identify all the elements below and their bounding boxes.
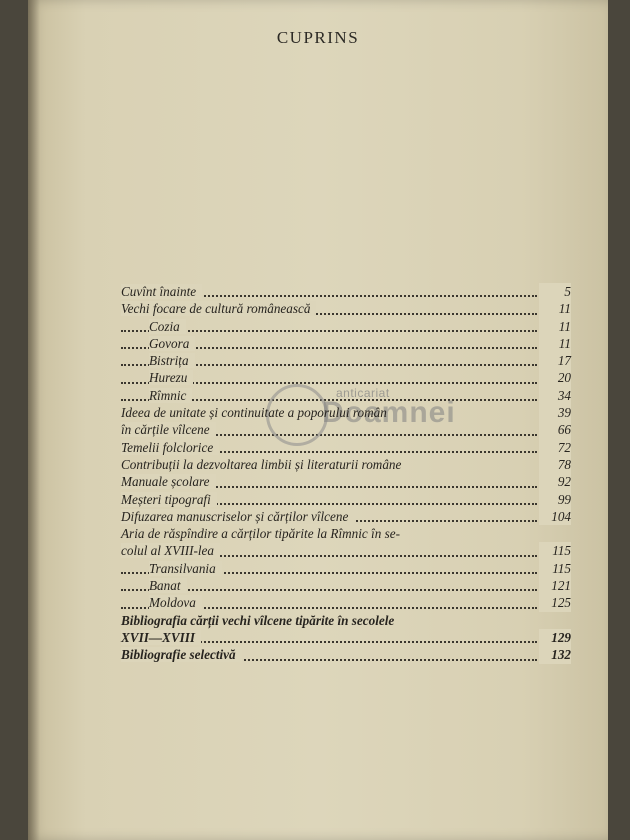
toc-entry-mesteri-tipografi: [121, 491, 571, 508]
toc-entry-manuale-scolare: [121, 473, 571, 490]
toc-entry-title: Meșteri tipografi: [121, 492, 217, 507]
page-gutter-shadow: [28, 0, 40, 840]
toc-entry-page: 92: [539, 473, 571, 490]
toc-entry-govora: [121, 335, 571, 352]
toc-entry-page: 129: [539, 629, 571, 646]
book-page: [28, 0, 608, 840]
toc-entry-bibliografia-cartii-cont: [121, 629, 571, 646]
toc-entry-page: 104: [539, 508, 571, 525]
toc-entry-page: 66: [539, 421, 571, 438]
toc-entry-page: 121: [539, 577, 571, 594]
toc-entry-page: 11: [539, 318, 571, 335]
toc-entry-title: Ideea de unitate și continuitate a poporului român: [121, 405, 387, 421]
toc-entry-title: Bibliografia cărții vechi vîlcene tipărite în secolele: [121, 612, 395, 628]
toc-entry-page: 39: [539, 404, 571, 421]
toc-entry-vechi-focare: [121, 300, 571, 317]
toc-entry-transilvania: [121, 560, 571, 577]
toc-entry-difuzarea: [121, 508, 571, 525]
toc-entry-page: 20: [539, 369, 571, 386]
toc-entry-title: Vechi focare de cultură românească: [121, 301, 316, 316]
toc-entry-aria-de-raspindire-cont: [121, 542, 571, 559]
toc-entry-page: 34: [539, 387, 571, 404]
toc-entry-title: Difuzarea manuscriselor și cărților vîlcene: [121, 509, 354, 524]
toc-entry-cuvint-inainte: [121, 283, 571, 300]
toc-entry-moldova: [121, 594, 571, 611]
toc-entry-title: Govora: [149, 336, 195, 351]
toc-entry-page: 11: [539, 300, 571, 317]
toc-entry-page: 99: [539, 491, 571, 508]
toc-entry-page: 115: [539, 560, 571, 577]
toc-entry-title: XVII—XVIII: [121, 630, 201, 645]
toc-entry-title: Transilvania: [149, 561, 222, 576]
toc-entry-title: Bistrița: [149, 353, 195, 368]
toc-entry-page: 17: [539, 352, 571, 369]
toc-entry-title: Moldova: [149, 595, 202, 610]
toc-entry-page: 11: [539, 335, 571, 352]
toc-entry-page: 78: [539, 456, 571, 473]
toc-entry-bistrita: [121, 352, 571, 369]
table-of-contents: [121, 283, 571, 664]
toc-entry-cozia: [121, 318, 571, 335]
toc-entry-title: colul al XVIII-lea: [121, 543, 220, 558]
toc-entry-page: 125: [539, 594, 571, 611]
toc-entry-page: 5: [539, 283, 571, 300]
toc-entry-page: 72: [539, 439, 571, 456]
toc-entry-title: Temelii folclorice: [121, 440, 219, 455]
toc-entry-title: Banat: [149, 578, 187, 593]
toc-entry-aria-de-raspindire: [121, 525, 571, 542]
toc-entry-title: în cărțile vîlcene: [121, 422, 216, 437]
toc-entry-ideea-de-unitate: [121, 404, 571, 421]
page-title: CUPRINS: [276, 28, 360, 47]
toc-entry-title: Manuale școlare: [121, 474, 216, 489]
toc-entry-title: Contribuții la dezvoltarea limbii și literaturii române: [121, 456, 402, 472]
toc-entry-title: Rîmnic: [149, 388, 192, 403]
toc-entry-title: Aria de răspîndire a cărților tipărite la Rîmnic în se-: [121, 526, 400, 542]
toc-entry-bibliografie-selectiva: [121, 646, 571, 663]
watermark-big-text: Doamnei: [322, 396, 456, 429]
toc-entry-title: Cuvînt înainte: [121, 284, 202, 299]
toc-entry-bibliografia-cartii: [121, 612, 571, 629]
toc-entry-banat: [121, 577, 571, 594]
toc-entry-title: Bibliografie selectivă: [121, 647, 242, 662]
watermark-small-text: anticariat: [336, 386, 390, 400]
toc-entry-contributii: [121, 456, 571, 473]
toc-entry-page: 132: [539, 646, 571, 663]
toc-entry-title: Cozia: [149, 319, 186, 334]
toc-entry-page: 115: [539, 542, 571, 559]
toc-entry-title: Hurezu: [149, 370, 193, 385]
